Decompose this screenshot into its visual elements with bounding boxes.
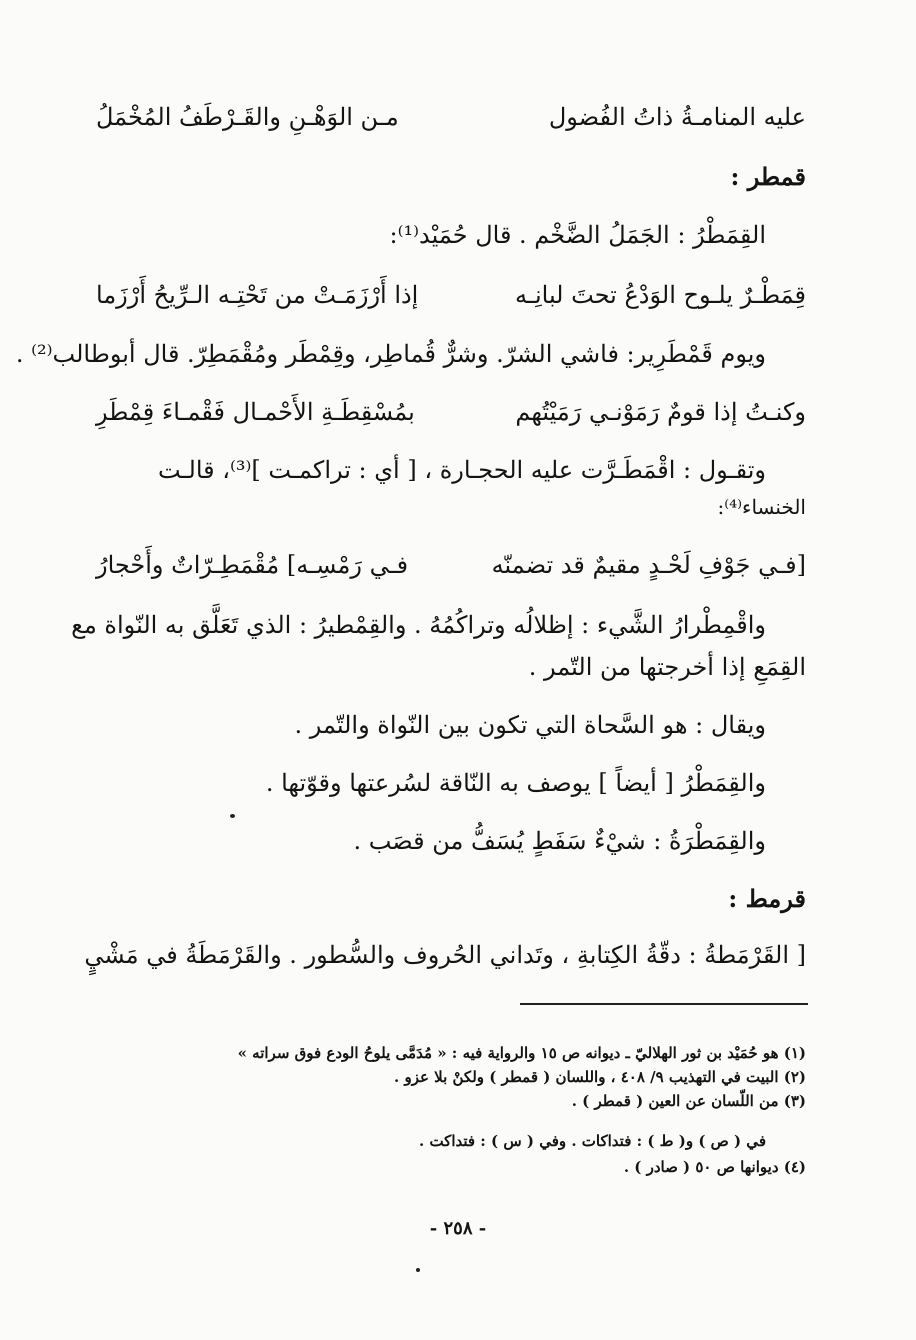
footnote-1: (١) هو حُمَيْد بن ثور الهلاليّ ـ ديوانه ص ١٥ والرواية فيه : « مُدَمَّى يلوحُ الودع فوق سراته » xyxy=(237,1044,806,1062)
verse-hemistich-right: قِمَطْـرٌ يلـوح الوَدْعُ تحتَ لبانِـه xyxy=(515,281,806,309)
paragraph-line: [ القَرْمَطةُ : دقّةُ الكِتابةِ ، وتَداني الحُروف والسُّطور . والقَرْمَطَةُ في مَشْيٍ xyxy=(84,941,806,969)
verse-line-4 xyxy=(96,548,806,584)
verse-line-3 xyxy=(96,395,806,431)
scan-speck xyxy=(416,1268,420,1272)
verse-line-1 xyxy=(96,100,806,136)
page-number: - ٢٥٨ - xyxy=(429,1218,487,1239)
paragraph-line: ويوم قَمْطَرِير: فاشي الشرّ. وشرٌّ قُماطِر، وقِمْطَر ومُقْمَطِرّ. قال أبوطالب⁽²⁾ . xyxy=(15,340,766,368)
entry-heading-qamtar: قمطر : xyxy=(730,162,806,191)
verse-hemistich-left: فـي رَمْسِـه] مُقْمَطِـرّاتٌ وأَحْجارُ xyxy=(96,551,409,579)
paragraph-line: الخنساء⁽⁴⁾: xyxy=(717,495,806,519)
paragraph-line: والقِمَطْرُ [ أيضاً ] يوصف به النّاقة لسُرعتها وقوّتها . xyxy=(265,769,766,797)
verse-line-2 xyxy=(96,278,806,314)
footnote-3: (٣) من اللّسان عن العين ( قمطر ) . xyxy=(571,1092,806,1110)
verse-hemistich-left: إذا أَرْزَمَـتْ من تَحْتِـه الـرِّيحُ أَرْزَما xyxy=(96,281,419,309)
paragraph-line: وتقـول : اقْمَطَـرَّت عليه الحجـارة ، [ أي : تراكمـت ]⁽³⁾، قالـت xyxy=(157,456,766,484)
verse-hemistich-right: عليه المنامـةُ ذاتُ الفُضول xyxy=(548,103,806,131)
entry-heading-qarmat: قرمط : xyxy=(728,884,806,913)
verse-hemistich-left: مـن الوَهْـنِ والقَـرْطَفُ المُخْمَلُ xyxy=(96,103,399,131)
paragraph-line: واقْمِطْرارُ الشَّيء : إظلالُه وتراكُمُهُ . والقِمْطيرُ : الذي تَعَلَّق به النّواة مع xyxy=(71,611,766,639)
scan-speck xyxy=(230,814,235,818)
footnote-4: (٤) ديوانها ص ٥٠ ( صادر ) . xyxy=(623,1158,806,1176)
footnote-3-continuation: في ( ص ) و( ط ) : فتداكات . وفي ( س ) : فتداكت . xyxy=(419,1132,766,1150)
paragraph-line: القِمَعِ إذا أخرجتها من التّمر . xyxy=(528,653,806,681)
paragraph-line: ويقال : هو السَّحاة التي تكون بين النّواة والتّمر . xyxy=(294,711,766,739)
paragraph-line: والقِمَطْرَةُ : شيْءٌ سَفَطٍ يُسَفُّ من قصَب . xyxy=(353,827,766,855)
footnote-2: (٢) البيت في التهذيب ٩/ ٤٠٨ ، واللسان ( قمطر ) ولكنْ بلا عزو . xyxy=(394,1068,806,1086)
verse-hemistich-left: بمُسْقِطَـةِ الأَحْمـال فَقْمـاءَ قِمْطَرِ xyxy=(96,398,415,426)
verse-hemistich-right: [فـي جَوْفِ لَحْـدٍ مقيمٌ قد تضمنّه xyxy=(491,551,806,579)
verse-hemistich-right: وكنـتُ إذا قومٌ رَمَوْنـي رَمَيْتُهم xyxy=(515,398,806,426)
paragraph-line: القِمَطْرُ : الجَمَلُ الضَّخْم . قال حُمَيْد⁽¹⁾: xyxy=(389,221,766,249)
footnote-separator xyxy=(520,1003,808,1005)
